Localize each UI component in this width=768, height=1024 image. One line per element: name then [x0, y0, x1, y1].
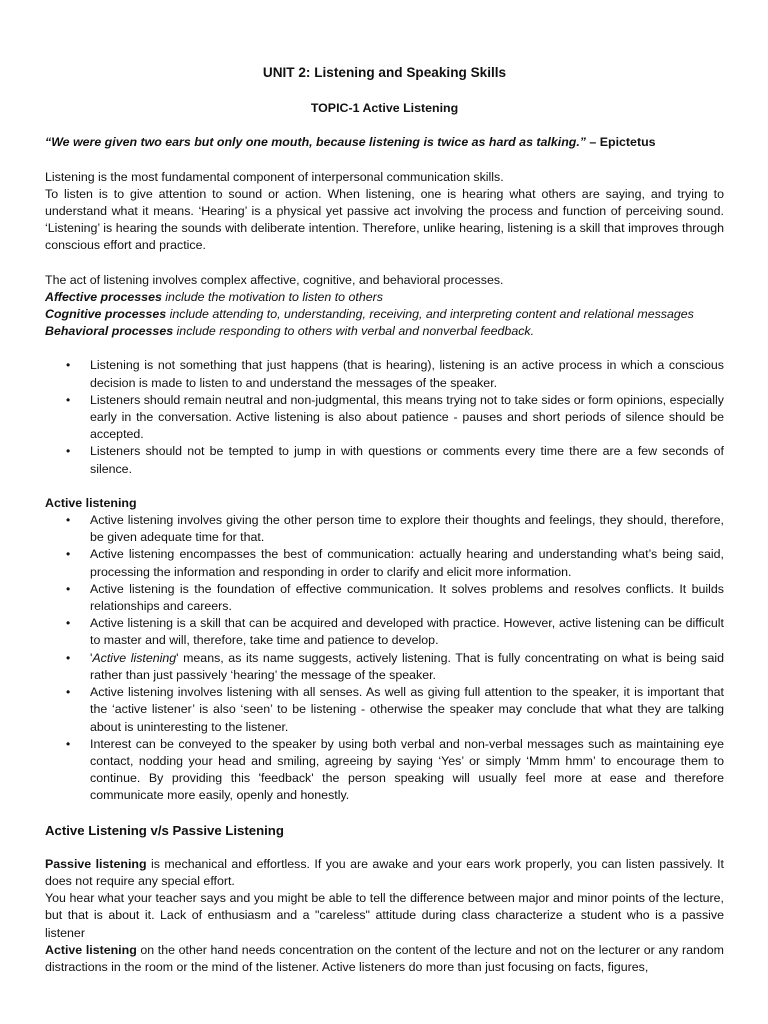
- list-item-text: Active listening is the foundation of effective communication. It solves problems and resolves conflicts. It builds relationships and careers.: [90, 581, 724, 614]
- process-affective: [45, 289, 724, 306]
- list-item-text: Active listening involves listening with all senses. As well as giving full attention to the speaker, it is important that the ‘active listener’ is also ‘seen’ to be listening - otherwise the speaker may conclude that what they are talking about is uninteresting to the listener.: [90, 685, 724, 734]
- passive-listening-paragraph-2: You hear what your teacher says and you might be able to tell the difference between major and minor points of the lecture, but that is about it. Lack of enthusiasm and a "careless" attitude during class characterize a student who is a passive listener: [45, 891, 724, 940]
- quote-text: “We were given two ears but only one mouth, because listening is twice as hard as talking.”: [45, 135, 586, 150]
- italic-term: Active listening: [92, 650, 177, 665]
- intro-paragraph-2: To listen is to give attention to sound or action. When listening, one is hearing what others are saying, and trying to understand what it means. ‘Hearing’ is a physical yet passive act involving the process and function of perceiving sound. ‘Listening’ is hearing the sounds with deliberate intention. Therefore, unlike hearing, listening is a skill that improves through conscious effort and practice.: [45, 186, 724, 253]
- process-desc: include attending to, understanding, receiving, and interpreting content and relational messages: [166, 307, 694, 322]
- list-item-text: [90, 651, 724, 682]
- passive-term: Passive listening: [45, 856, 147, 871]
- passive-desc: is mechanical and effortless. If you are awake and your ears work properly, you can listen passively. It does not require any special effort.: [45, 856, 724, 888]
- process-term: Affective processes: [45, 289, 162, 304]
- listening-bullets: [45, 357, 724, 477]
- active-desc: on the other hand needs concentration on the content of the lecture and not on the lecturer or any random distractions in the room or the mind of the listener. Active listeners do more than just focusing on facts, figures,: [45, 942, 724, 974]
- process-desc: include the motivation to listen to others: [161, 289, 383, 304]
- list-item-text: Active listening encompasses the best of communication: actually hearing and understanding what’s being said, processing the information and responding in order to clarify and elicit more information.: [90, 547, 724, 579]
- list-item-text: Listeners should not be tempted to jump in with questions or comments every time there are a few seconds of silence.: [90, 444, 724, 476]
- bullet-icon: •: [66, 358, 71, 373]
- passive-listening-paragraph: [45, 856, 724, 890]
- processes-lead: The act of listening involves complex affective, cognitive, and behavioral processes.: [45, 272, 504, 287]
- process-desc: include responding to others with verbal and nonverbal feedback.: [173, 324, 535, 339]
- active-listening-paragraph: [45, 942, 724, 976]
- list-item: [45, 581, 724, 615]
- list-item: [45, 357, 724, 391]
- bullet-icon: •: [66, 444, 71, 459]
- list-item: [45, 684, 724, 736]
- process-term: Cognitive processes: [45, 307, 167, 322]
- list-item: [45, 512, 724, 546]
- list-item: [45, 443, 724, 477]
- process-cognitive: [45, 306, 724, 323]
- bullet-icon: •: [66, 392, 71, 407]
- active-listening-heading: Active listening: [45, 495, 137, 510]
- unit-title: UNIT 2: Listening and Speaking Skills: [262, 65, 507, 80]
- active-term: Active listening: [45, 942, 137, 957]
- list-item: [45, 615, 724, 649]
- list-item: [45, 650, 724, 684]
- list-item-text: Listening is not something that just happens (that is hearing), listening is an active process in which a conscious decision is made to listen to and understand the messages of the speaker.: [90, 358, 724, 390]
- bullet-icon: •: [66, 616, 71, 631]
- bullet-icon: •: [66, 547, 71, 562]
- process-behavioral: [45, 323, 724, 340]
- versus-heading: Active Listening v/s Passive Listening: [45, 822, 284, 838]
- bullet-icon: •: [66, 650, 71, 665]
- list-item-rest: ' means, as its name suggests, actively listening. That is fully concentrating on what is being said rather than just passively ‘hearing’ the message of the speaker.: [90, 650, 724, 682]
- bullet-icon: •: [66, 513, 71, 528]
- list-item-text: Interest can be conveyed to the speaker by using both verbal and non-verbal messages such as maintaining eye contact, nodding your head and smiling, agreeing by saying ‘Yes’ or simply ‘Mmm hmm’ to encourage them to continue. By providing this 'feedback' the person speaking will usually feel more at ease and therefore communicate more easily, openly and honestly.: [90, 736, 724, 803]
- bullet-icon: •: [66, 736, 71, 751]
- quote-mark: ': [90, 650, 93, 665]
- list-item-text: Active listening involves giving the other person time to explore their thoughts and feelings, they should, therefore, be given adequate time for that.: [90, 513, 724, 545]
- list-item: [45, 546, 724, 580]
- intro-line-1: Listening is the most fundamental component of interpersonal communication skills.: [45, 169, 504, 184]
- list-item: [45, 392, 724, 444]
- list-item-text: Active listening is a skill that can be acquired and developed with practice. However, active listening can be difficult to master and will, therefore, take time and patience to develop.: [90, 616, 724, 648]
- active-listening-bullets: [45, 512, 724, 804]
- epigraph-quote: [45, 134, 724, 151]
- topic-title: TOPIC-1 Active Listening: [310, 101, 459, 116]
- bullet-icon: •: [66, 685, 71, 700]
- quote-author: – Epictetus: [589, 135, 656, 150]
- bullet-icon: •: [66, 581, 71, 596]
- list-item-text: Listeners should remain neutral and non-judgmental, this means trying not to take sides or form opinions, especially early in the conversation. Active listening is also about patience - pauses and short periods of silence should be accepted.: [90, 392, 724, 442]
- list-item: [45, 736, 724, 805]
- process-term: Behavioral processes: [45, 324, 174, 339]
